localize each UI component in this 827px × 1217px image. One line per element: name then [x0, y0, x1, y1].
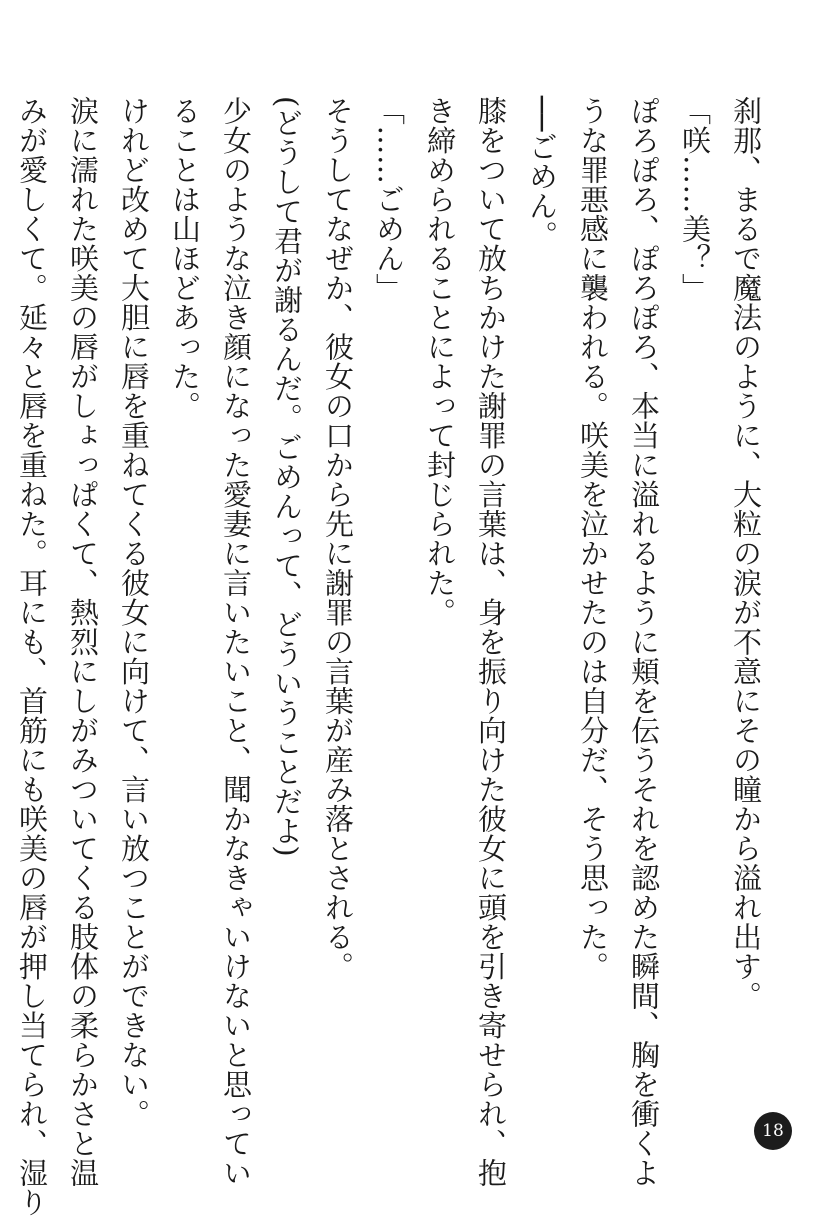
text-line-2: 「咲……美？」 [678, 96, 712, 303]
page-number-badge: 18 [754, 1112, 792, 1150]
text-line-11: 少女のような泣き顔になった愛妻に言いたいこと、聞かなきゃいけないと思ってい [219, 96, 253, 1188]
text-line-5: ──ごめん。 [525, 96, 559, 250]
text-line-12: ることは山ほどあった。 [168, 96, 202, 421]
text-line-9: そうしてなぜか、彼女の口から先に謝罪の言葉が産み落とされる。 [321, 96, 355, 981]
text-line-7: き締められることによって封じられた。 [423, 96, 457, 627]
text-line-6: 膝をついて放ちかけた謝罪の言葉は、身を振り向けた彼女に頭を引き寄せられ、抱 [474, 96, 508, 1188]
vertical-text-body [15, 96, 771, 1217]
text-line-16 [0, 96, 6, 1026]
text-line-14: 涙に濡れた咲美の唇がしょっぱくて、熱烈にしがみついてくる肢体の柔らかさと温 [66, 96, 100, 1188]
text-line-4: うな罪悪感に襲われる。咲美を泣かせたのは自分だ、そう思った。 [576, 96, 610, 981]
text-line-10: (どうして君が謝るんだ。ごめんって、どういうことだよ) [270, 96, 304, 858]
text-line-3: ぽろぽろ、ぽろぽろ、本当に溢れるように頬を伝うそれを認めた瞬間、胸を衝くよ [627, 96, 661, 1188]
text-line-1: 刹那、まるで魔法のように、大粒の涙が不意にその瞳から溢れ出す。 [729, 96, 763, 1011]
text-line-13: けれど改めて大胆に唇を重ねてくる彼女に向けて、言い放つことができない。 [117, 96, 151, 1129]
text-line-8: 「……ごめん」 [372, 96, 406, 303]
text-line-15: みが愛しくて。延々と唇を重ねた。耳にも、首筋にも咲美の唇が押し当てられ、湿り [15, 96, 49, 1217]
